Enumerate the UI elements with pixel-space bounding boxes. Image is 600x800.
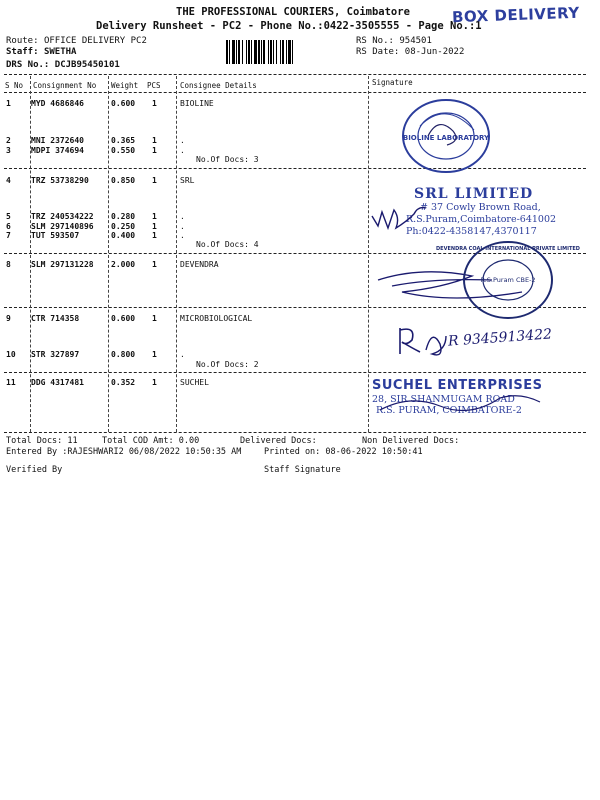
table-row-consignee: . [180,136,185,145]
col-header-sno: S No [5,81,24,90]
table-row-pcs: 1 [152,231,157,240]
table-row-consignee: BIOLINE [180,99,214,108]
table-row-consignee: . [180,231,185,240]
table-row-sno: 1 [6,99,11,108]
table-row-weight: 0.280 [111,212,136,221]
runsheet-title: Delivery Runsheet - PC2 - Phone No.:0422-3505555 - Page No.:1 [96,20,482,32]
entered-by: Entered By :RAJESHWARI2 06/08/2022 10:50:35 AM [6,447,242,457]
microbiological-signature [394,316,454,366]
bioline-stamp-text: BIOLINE LABORATORY [402,134,490,142]
table-row-pcs: 1 [152,99,157,108]
table-row-consignment: CTR 714358 [31,314,80,323]
table-row-consignment: DDG 4317481 [31,378,84,387]
table-row-weight: 0.550 [111,146,136,155]
table-row-consignment: MNI 2372640 [31,136,84,145]
delivered-docs: Delivered Docs: [240,436,317,446]
route-line [6,36,147,46]
table-row-weight: 0.250 [111,222,136,231]
non-delivered-docs: Non Delivered Docs: [362,436,460,446]
suchel-signature [376,392,546,420]
route-label: Route: [6,36,39,46]
table-row-sno: 4 [6,176,11,185]
docs-count-group-3: No.Of Docs: 2 [196,360,259,369]
table-row-pcs: 1 [152,260,157,269]
phone-handwriting: R 9345913422 [447,326,553,350]
table-row-consignment: MYD 4686846 [31,99,84,108]
table-row-weight: 2.000 [111,260,136,269]
col-header-consignee: Consignee Details [180,81,257,90]
table-row-weight: 0.800 [111,350,136,359]
table-bottom-rule [4,432,586,433]
table-row-weight: 0.850 [111,176,136,185]
rs-date-line [356,47,464,57]
table-row-consignment: MDPI 374694 [31,146,84,155]
table-row-consignment: SLM 297131228 [31,260,94,269]
group-rule-1 [4,168,586,169]
company-title: THE PROFESSIONAL COURIERS, Coimbatore [176,6,410,18]
table-row-sno: 2 [6,136,11,145]
total-cod: Total COD Amt: 0.00 [102,436,200,446]
table-row-consignment: TUT 593507 [31,231,80,240]
table-row-consignee: . [180,146,185,155]
suchel-stamp-addr1: 28, SIR SHANMUGAM ROAD [372,394,515,405]
table-row-consignment: SLM 297140896 [31,222,94,231]
rs-no-label: RS No.: [356,36,394,46]
table-row-consignment: TRZ 53738290 [31,176,89,185]
rs-date-value: 08-Jun-2022 [404,47,465,57]
table-row-pcs: 1 [152,176,157,185]
table-row-consignee: . [180,350,185,359]
table-row-consignee: . [180,222,185,231]
table-row-consignee: MICROBIOLOGICAL [180,314,253,323]
srl-stamp-addr2: R.S.Puram,Coimbatore-641002 [406,214,557,225]
rs-no-value: 954501 [399,36,432,46]
table-row-pcs: 1 [152,136,157,145]
table-row-sno: 3 [6,146,11,155]
table-row-consignee: SRL [180,176,195,185]
drs-label: DRS No.: [6,60,50,70]
barcode [226,40,348,64]
table-row-consignee: DEVENDRA [180,260,219,269]
bioline-stamp [398,96,494,176]
suchel-stamp-title: SUCHEL ENTERPRISES [372,378,543,393]
table-row-sno: 9 [6,314,11,323]
srl-stamp-title: SRL LIMITED [414,186,534,202]
table-row-pcs: 1 [152,146,157,155]
group-rule-4 [4,372,586,373]
docs-count-group-1: No.Of Docs: 3 [196,155,259,164]
table-row-sno: 11 [6,378,16,387]
srl-stamp-addr1: # 37 Cowly Brown Road, [420,202,541,213]
table-top-rule [4,74,586,75]
table-row-pcs: 1 [152,378,157,387]
table-row-consignment: TRZ 240534222 [31,212,94,221]
table-row-sno: 10 [6,350,16,359]
docs-count-group-2: No.Of Docs: 4 [196,240,259,249]
total-docs: Total Docs: 11 [6,436,78,446]
table-row-pcs: 1 [152,314,157,323]
table-row-pcs: 1 [152,350,157,359]
verified-by-label: Verified By [6,465,63,475]
suchel-stamp-addr2: R.S. PURAM, COIMBATORE-2 [376,405,522,416]
header-bottom-rule [4,92,586,93]
col-header-pcs: PCS [147,81,161,90]
table-row-weight: 0.600 [111,314,136,323]
staff-label: Staff: [6,47,39,57]
srl-stamp-addr3: Ph:0422-4358147,4370117 [406,226,537,237]
table-row-pcs: 1 [152,212,157,221]
rs-no-line [356,36,432,46]
devendra-stamp-text: DEVENDRA COAL INTERNATIONAL PRIVATE LIMITED [436,246,580,252]
col-header-consignment: Consignment No [33,81,97,90]
col-divider [176,76,177,432]
table-row-sno: 8 [6,260,11,269]
col-divider [108,76,109,432]
rs-date-label: RS Date: [356,47,400,57]
table-row-consignee: SUCHEL [180,378,209,387]
table-row-weight: 0.400 [111,231,136,240]
staff-value: SWETHA [43,47,77,57]
devendra-stamp-center: R.S.Puram CBE-2 [480,276,536,284]
table-row-sno: 5 [6,212,11,221]
staff-signature-label: Staff Signature [264,465,341,475]
col-divider [368,76,369,432]
drs-value: DCJB95450101 [54,60,120,70]
table-row-consignment: STR 327897 [31,350,80,359]
col-header-signature: Signature [372,78,413,87]
table-row-weight: 0.600 [111,99,136,108]
devendra-stamp [436,238,580,322]
table-row-weight: 0.365 [111,136,136,145]
table-row-sno: 6 [6,222,11,231]
col-header-weight: Weight [111,81,139,90]
route-value: OFFICE DELIVERY PC2 [43,36,147,46]
table-row-consignee: . [180,212,185,221]
drs-line [6,60,120,70]
table-row-weight: 0.352 [111,378,136,387]
printed-on: Printed on: 08-06-2022 10:50:41 [264,447,423,457]
table-row-pcs: 1 [152,222,157,231]
table-row-sno: 7 [6,231,11,240]
box-delivery-stamp: BOX DELIVERY [451,3,581,27]
srl-signature [368,196,428,240]
staff-line [6,47,76,57]
